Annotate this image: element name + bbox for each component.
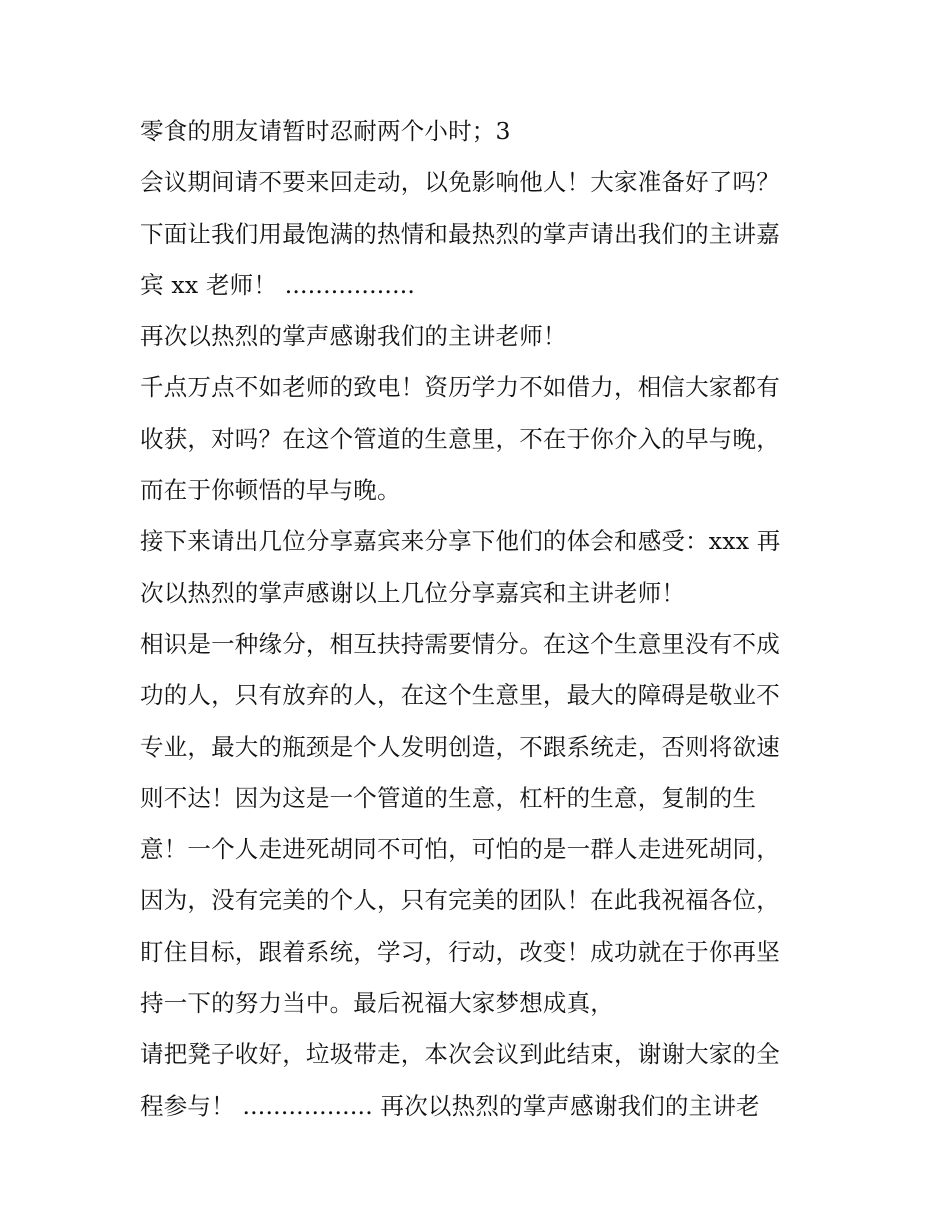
text-line: 会议期间请不要来回走动，以免影响他人！大家准备好了吗？ [140,168,780,197]
text-line: 下面让我们用最饱满的热情和最热烈的掌声请出我们的主讲嘉 [140,219,780,248]
text-line: 专业，最大的瓶颈是个人发明创造，不跟系统走，否则将欲速 [140,732,780,761]
text-line: 收获，对吗？在这个管道的生意里，不在于你介入的早与晚， [140,424,780,453]
document-body [140,114,840,1140]
text-line: 意！一个人走进死胡同不可怕，可怕的是一群人走进死胡同， [140,835,780,864]
text-line: 接下来请出几位分享嘉宾来分享下他们的体会和感受：xxx 再 [140,527,781,556]
text-line: 功的人，只有放弃的人，在这个生意里，最大的障碍是敬业不 [140,681,780,710]
text-line: 次以热烈的掌声感谢以上几位分享嘉宾和主讲老师！ [140,578,686,607]
text-line: 程参与！ ................. 再次以热烈的掌声感谢我们的主讲老 [140,1091,760,1120]
text-line: 则不达！因为这是一个管道的生意，杠杆的生意，复制的生 [140,783,757,812]
text-line: 再次以热烈的掌声感谢我们的主讲老师！ [140,322,567,351]
text-line: 千点万点不如老师的致电！资历学力不如借力，相信大家都有 [140,373,780,402]
text-line: 而在于你顿悟的早与晚。 [140,476,401,505]
text-line: 盯住目标，跟着系统，学习，行动，改变！成功就在于你再坚 [140,937,780,966]
text-line: 持一下的努力当中。最后祝福大家梦想成真， [140,989,614,1018]
text-line: 零食的朋友请暂时忍耐两个小时；3 [140,117,511,145]
text-line: 宾 xx 老师！ ................. [140,270,416,299]
text-line: 相识是一种缘分，相互扶持需要情分。在这个生意里没有不成 [140,629,780,658]
text-line: 因为，没有完美的个人，只有完美的团队！在此我祝福各位， [140,886,780,915]
text-line: 请把凳子收好，垃圾带走，本次会议到此结束，谢谢大家的全 [140,1040,780,1069]
